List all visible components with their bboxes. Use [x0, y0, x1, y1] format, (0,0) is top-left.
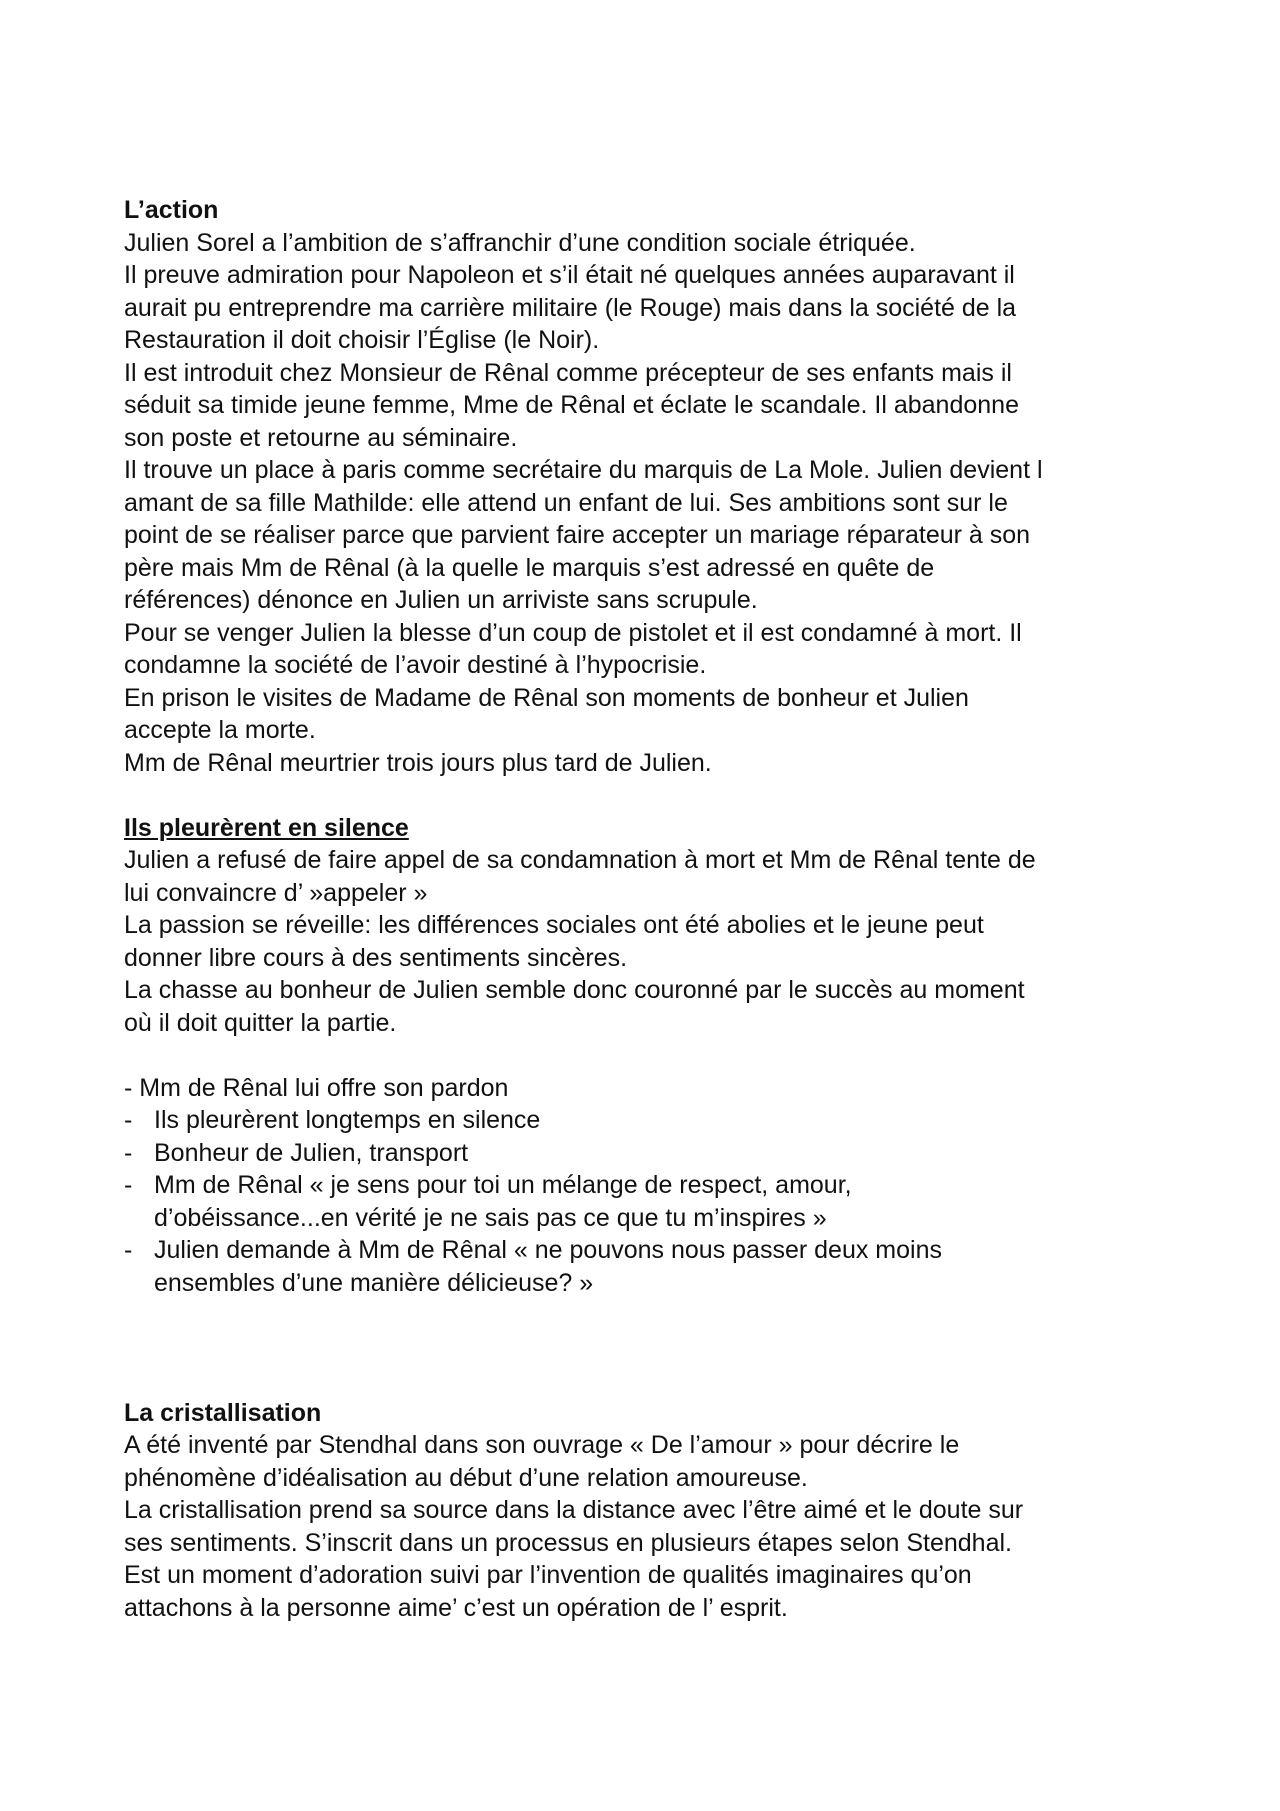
text-line: séduit sa timide jeune femme, Mme de Rênal et éclate le scandale. Il abandonne	[124, 391, 1019, 419]
list-item-text: Ils pleurèrent longtemps en silence	[154, 1106, 541, 1134]
text-line: amant de sa fille Mathilde: elle attend un enfant de lui. Ses ambitions sont sur le	[124, 488, 1008, 517]
text-line: père mais Mm de Rênal (à la quelle le marquis s’est adressé en quête de	[124, 553, 935, 582]
text-line: Mm de Rênal meurtrier trois jours plus tard de Julien.	[124, 748, 712, 777]
list-item	[124, 1137, 1184, 1170]
text-line: attachons à la personne aime’ c’est un opération de l’ esprit.	[124, 1593, 788, 1622]
spacer	[124, 1039, 1184, 1072]
section-title-action: L’action	[124, 196, 219, 224]
text-line: donner libre cours à des sentiments sincères.	[124, 943, 628, 972]
text-line: phénomène d’idéalisation au début d’une relation amoureuse.	[124, 1463, 808, 1492]
section-title-cristallisation: La cristallisation	[124, 1398, 322, 1427]
list-item	[124, 1234, 1184, 1299]
section-action-body	[124, 227, 1184, 780]
list-item-text: Mm de Rênal « je sens pour toi un mélange de respect, amour,	[154, 1171, 852, 1199]
list-item: - Mm de Rênal lui offre son pardon	[124, 1073, 509, 1102]
text-line: Est un moment d’adoration suivi par l’invention de qualités imaginaires qu’on	[124, 1561, 972, 1589]
spacer	[124, 1299, 1184, 1397]
text-line: A été inventé par Stendhal dans son ouvrage « De l’amour » pour décrire le	[124, 1431, 960, 1459]
text-line: En prison le visites de Madame de Rênal son moments de bonheur et Julien	[124, 683, 969, 712]
list-item	[124, 1104, 1184, 1137]
text-line: Julien Sorel a l’ambition de s’affranchir d’une condition sociale étriquée.	[124, 228, 916, 257]
text-line: aurait pu entreprendre ma carrière militaire (le Rouge) mais dans la société de la	[124, 293, 1017, 322]
document-page	[124, 194, 1184, 1624]
section-title-ils-pleurerent: Ils pleurèrent en silence	[124, 813, 409, 842]
text-line: La cristallisation prend sa source dans la distance avec l’être aimé et le doute sur	[124, 1496, 1024, 1524]
text-line: références) dénonce en Julien un arriviste sans scrupule.	[124, 586, 758, 614]
section-ils-pleurerent	[124, 812, 1184, 1300]
text-line: Pour se venger Julien la blesse d’un coup de pistolet et il est condamné à mort. Il	[124, 618, 1022, 647]
section-action	[124, 194, 1184, 779]
section-cristallisation	[124, 1397, 1184, 1625]
text-line: La passion se réveille: les différences sociales ont été abolies et le jeune peut	[124, 911, 984, 939]
bullet-dash: -	[124, 1138, 133, 1167]
text-line: La chasse au bonheur de Julien semble donc couronné par le succès au moment	[124, 976, 1025, 1004]
bullet-dash: -	[124, 1171, 133, 1199]
text-line: Il trouve un place à paris comme secrétaire du marquis de La Mole. Julien devient l	[124, 456, 1043, 484]
text-line: Restauration il doit choisir l’Église (le Noir).	[124, 326, 600, 354]
bullet-dash: -	[124, 1236, 133, 1264]
list-item	[124, 1169, 1184, 1234]
text-line: ses sentiments. S’inscrit dans un processus en plusieurs étapes selon Stendhal.	[124, 1528, 1012, 1557]
text-line: lui convaincre d’ »appeler »	[124, 878, 428, 907]
text-line: point de se réaliser parce que parvient faire accepter un mariage réparateur à son	[124, 521, 1031, 549]
text-line: son poste et retourne au séminaire.	[124, 423, 518, 452]
text-line: accepte la morte.	[124, 716, 316, 744]
list-item-text: ensembles d’une manière délicieuse? »	[154, 1268, 594, 1297]
section-ils-pleurerent-body	[124, 844, 1184, 1039]
text-line: Julien a refusé de faire appel de sa condamnation à mort et Mm de Rênal tente de	[124, 846, 1036, 874]
list-item-text: Julien demande à Mm de Rênal « ne pouvons nous passer deux moins	[154, 1236, 942, 1264]
list-item-text: Bonheur de Julien, transport	[154, 1138, 469, 1167]
list-item-text: d’obéissance...en vérité je ne sais pas ce que tu m’inspires »	[154, 1203, 827, 1232]
section-cristallisation-body	[124, 1429, 1184, 1624]
spacer	[124, 779, 1184, 812]
text-line: Il est introduit chez Monsieur de Rênal comme précepteur de ses enfants mais il	[124, 358, 1012, 387]
bullet-list	[124, 1072, 1184, 1300]
text-line: Il preuve admiration pour Napoleon et s’il était né quelques années auparavant il	[124, 261, 1015, 289]
bullet-dash: -	[124, 1106, 133, 1134]
text-line: où il doit quitter la partie.	[124, 1008, 397, 1037]
text-line: condamne la société de l’avoir destiné à l’hypocrisie.	[124, 651, 707, 679]
